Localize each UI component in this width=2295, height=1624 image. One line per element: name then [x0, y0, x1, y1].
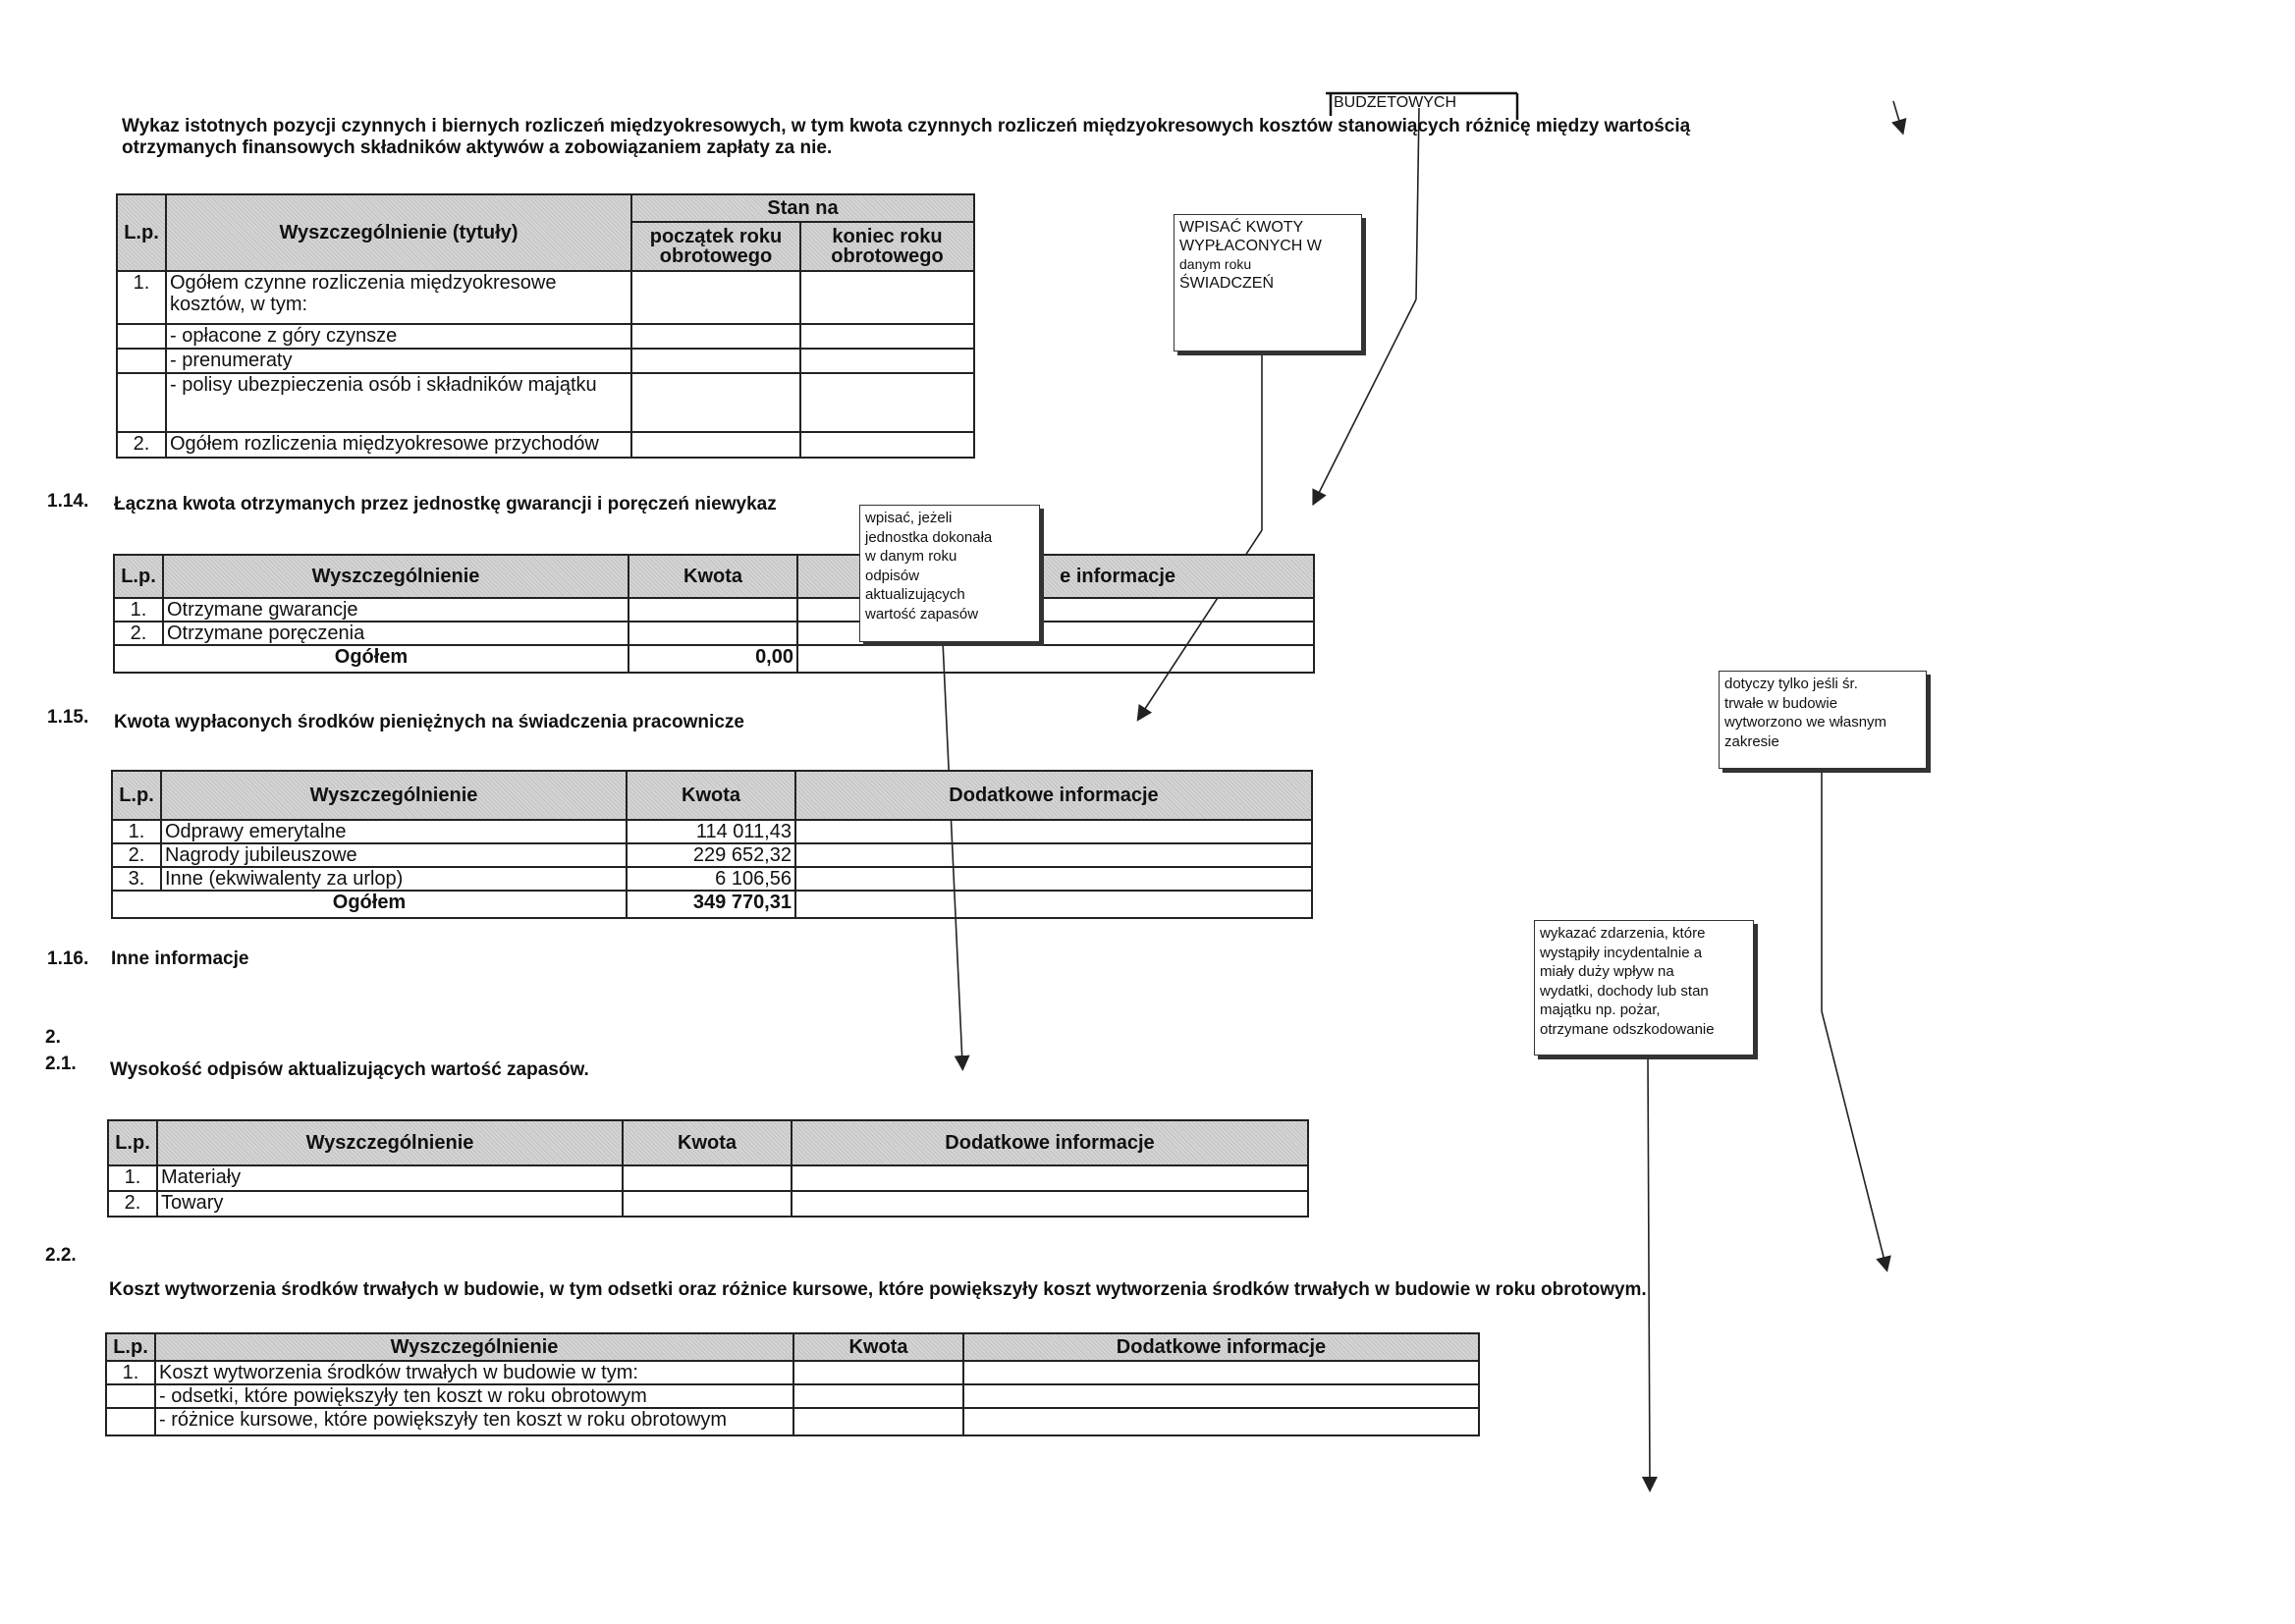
section-number-1-15: 1.15.: [47, 707, 89, 728]
table-row: - polisy ubezpieczenia osób i składników majątku: [117, 373, 974, 432]
section-number-2-1: 2.1.: [45, 1054, 77, 1074]
table-guarantees: [113, 554, 1315, 674]
cell-start[interactable]: [631, 373, 800, 432]
cell-end[interactable]: [800, 271, 974, 324]
col-header-start: początek roku obrotowego: [631, 222, 800, 271]
table-row: 2. Towary: [108, 1191, 1308, 1217]
cell-end[interactable]: [800, 349, 974, 373]
col-header-info: Dodatkowe informacje: [963, 1333, 1479, 1361]
col-header-kwota: Kwota: [628, 555, 797, 598]
arrow-budowie-2: [1822, 1011, 1885, 1265]
cell-start[interactable]: [631, 349, 800, 373]
table-row: 2. Ogółem rozliczenia międzyokresowe przychodów: [117, 432, 974, 458]
col-header-lp: L.p.: [108, 1120, 157, 1165]
section-number-1-14: 1.14.: [47, 491, 89, 512]
table-total-row: Ogółem 349 770,31: [112, 891, 1312, 918]
col-header-name: Wyszczególnienie: [161, 771, 627, 820]
arrow-zdarzenia: [1648, 1056, 1650, 1485]
cell-end[interactable]: [800, 432, 974, 458]
table-accruals: [116, 193, 975, 459]
table-row: - odsetki, które powiększyły ten koszt w roku obrotowym: [106, 1384, 1479, 1408]
cell-info[interactable]: [963, 1361, 1479, 1384]
intro-line-1: Wykaz istotnych pozycji czynnych i biernych rozliczeń międzyokresowych, w tym kwota czynnych rozliczeń międzyokresowych kosztów stanowiących różnicę między wartością: [122, 116, 1691, 136]
intro-line-2: otrzymanych finansowych składników aktywów a zobowiązaniem zapłaty za nie.: [122, 137, 833, 158]
budzetowych-box-label: BUDZETOWYCH: [1334, 94, 1457, 111]
table-row: - prenumeraty: [117, 349, 974, 373]
col-header-kwota: Kwota: [623, 1120, 792, 1165]
cell-kwota[interactable]: [628, 598, 797, 622]
col-header-end: koniec roku obrotowego: [800, 222, 974, 271]
section-title-1-15: Kwota wypłaconych środków pieniężnych na świadczenia pracownicze: [114, 712, 744, 732]
col-header-stan-na: Stan na: [631, 194, 974, 222]
col-header-lp: L.p.: [106, 1333, 155, 1361]
cell-kwota[interactable]: [793, 1408, 963, 1435]
table-row: 2. Nagrody jubileuszowe 229 652,32: [112, 843, 1312, 867]
cell-info[interactable]: [795, 843, 1312, 867]
col-header-name: Wyszczególnienie (tytuły): [166, 194, 631, 271]
table-row: 1. Ogółem czynne rozliczenia międzyokresowe kosztów, w tym:: [117, 271, 974, 324]
table-total-row: Ogółem 0,00: [114, 645, 1314, 673]
section-title-1-14: Łączna kwota otrzymanych przez jednostkę gwarancji i poręczeń niewykaz: [114, 494, 777, 514]
note-swiadczenia: WPISAĆ KWOTY WYPŁACONYCH W danym roku ŚWIADCZEŃ: [1174, 214, 1362, 352]
col-header-info: e informacje: [797, 555, 1314, 598]
table-row: 1. Koszt wytworzenia środków trwałych w budowie w tym:: [106, 1361, 1479, 1384]
cell-end[interactable]: [800, 324, 974, 349]
col-header-lp: L.p.: [112, 771, 161, 820]
cell-start[interactable]: [631, 324, 800, 349]
section-number-1-16: 1.16.: [47, 948, 89, 969]
note-zapasy: wpisać, jeżeli jednostka dokonała w danym roku odpisów aktualizujących wartość zapasów: [859, 505, 1040, 642]
note-zdarzenia: wykazać zdarzenia, które wystąpiły incydentalnie a miały duży wpływ na wydatki, dochody lub stan majątku np. pożar, otrzymane odszkodowanie: [1534, 920, 1754, 1056]
col-header-kwota: Kwota: [793, 1333, 963, 1361]
section-number-2: 2.: [45, 1027, 61, 1048]
cell-start[interactable]: [631, 271, 800, 324]
section-title-2-2: Koszt wytworzenia środków trwałych w budowie, w tym odsetki oraz różnice kursowe, które powiększyły koszt wytworzenia środków trwałych w budowie w roku obrotowym.: [109, 1279, 1647, 1300]
cell-info[interactable]: [792, 1165, 1308, 1191]
cell-info[interactable]: [795, 820, 1312, 843]
col-header-lp: L.p.: [114, 555, 163, 598]
cell-kwota[interactable]: [628, 622, 797, 645]
cell-kwota[interactable]: [793, 1384, 963, 1408]
note-srodki-w-budowie: dotyczy tylko jeśli śr. trwałe w budowie wytworzono we własnym zakresie: [1719, 671, 1927, 769]
table-employee-benefits: [111, 770, 1313, 919]
cell-kwota[interactable]: [623, 1165, 792, 1191]
cell-info[interactable]: [963, 1384, 1479, 1408]
table-row: - opłacone z góry czynsze: [117, 324, 974, 349]
table-row: 1. Materiały: [108, 1165, 1308, 1191]
col-header-name: Wyszczególnienie: [157, 1120, 623, 1165]
section-title-1-16: Inne informacje: [111, 948, 249, 969]
col-header-name: Wyszczególnienie: [155, 1333, 793, 1361]
col-header-info: Dodatkowe informacje: [795, 771, 1312, 820]
table-row: - różnice kursowe, które powiększyły ten koszt w roku obrotowym: [106, 1408, 1479, 1435]
cell-kwota[interactable]: [623, 1191, 792, 1217]
table-row: 3. Inne (ekwiwalenty za urlop) 6 106,56: [112, 867, 1312, 891]
table-inventory-writedowns: [107, 1119, 1309, 1218]
table-row: 2. Otrzymane poręczenia: [114, 622, 1314, 645]
cell-start[interactable]: [631, 432, 800, 458]
col-header-lp: L.p.: [117, 194, 166, 271]
cell-info[interactable]: [795, 867, 1312, 891]
table-construction-cost: [105, 1332, 1480, 1436]
cell-info[interactable]: [792, 1191, 1308, 1217]
section-number-2-2: 2.2.: [45, 1245, 77, 1266]
col-header-kwota: Kwota: [627, 771, 795, 820]
col-header-info: Dodatkowe informacje: [792, 1120, 1308, 1165]
cell-kwota[interactable]: [793, 1361, 963, 1384]
cell-end[interactable]: [800, 373, 974, 432]
col-header-name: Wyszczególnienie: [163, 555, 628, 598]
cell-info[interactable]: [963, 1408, 1479, 1435]
table-row: 1. Otrzymane gwarancje: [114, 598, 1314, 622]
table-row: 1. Odprawy emerytalne 114 011,43: [112, 820, 1312, 843]
section-title-2-1: Wysokość odpisów aktualizujących wartość zapasów.: [110, 1059, 589, 1080]
intro-heading: [122, 116, 1988, 159]
